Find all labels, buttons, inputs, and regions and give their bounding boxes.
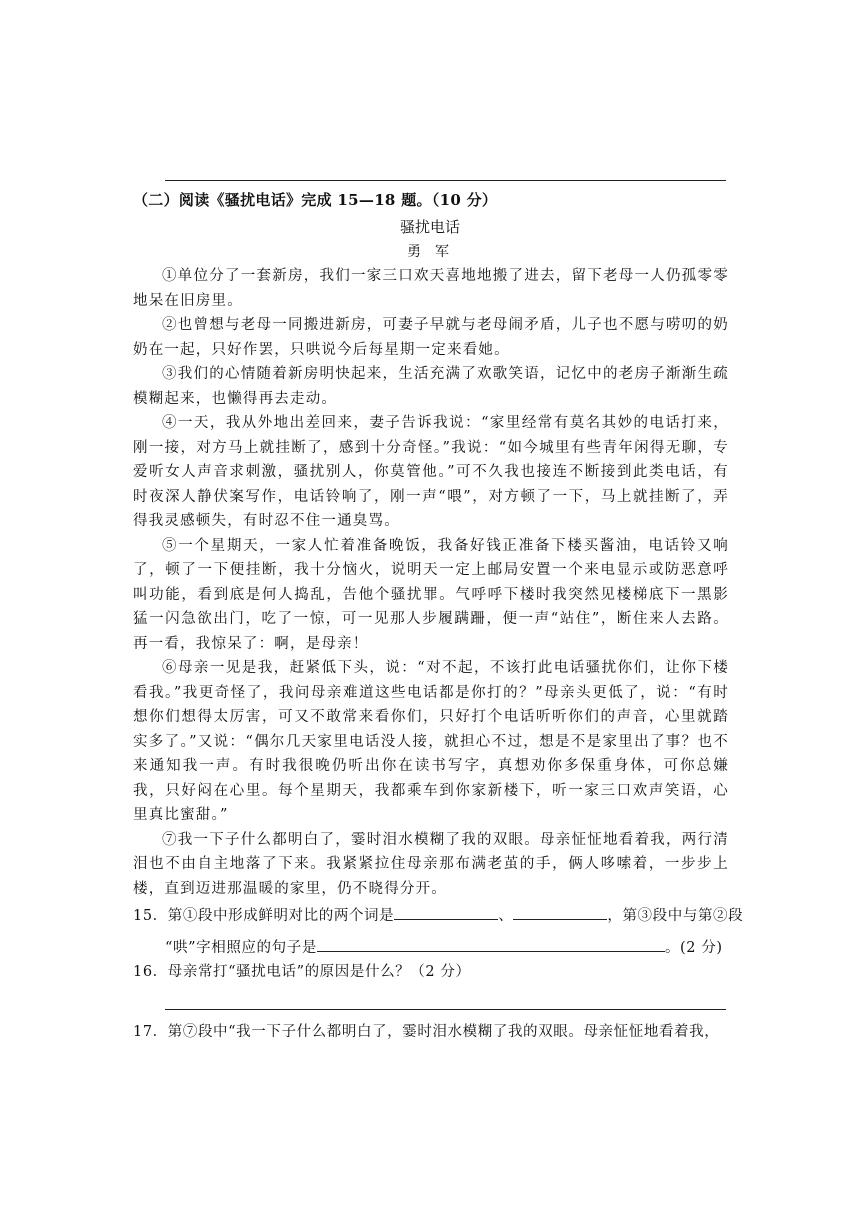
question-17: 17．第⑦段中“我一下子什么都明白了，霎时泪水模糊了我的双眼。母亲怔怔地看着我，	[133, 1024, 720, 1040]
question-16: 16．母亲常打“骚扰电话”的原因是什么？（2 分）	[133, 964, 471, 980]
paragraph-3: ③我们的心情随着新房明快起来，生活充满了欢歌笑语，记忆中的老房子渐渐生疏模糊起来，也懒得再去走动。	[133, 366, 729, 407]
paragraph-7: ⑦我一下子什么都明白了，霎时泪水模糊了我的双眼。母亲怔怔地看着我，两行清泪也不由自主地落了下来。我紧紧拉住母亲那布满老茧的手，俩人哆嗦着，一步步上楼，直到迈进那温暖的家里，仍不晓得分开。	[133, 831, 729, 897]
question-15-text-c: “哄”字相照应的句子是	[165, 940, 317, 956]
answer-blank-15b[interactable]	[513, 905, 607, 920]
questions-section	[133, 904, 743, 1044]
paragraph-6: ⑥母亲一见是我，赶紧低下头，说：“对不起，不该打此电话骚扰你们，让你下楼看我。”我更奇怪了，我问母亲难道这些电话都是你打的？”母亲头更低了，说：“有时想你们想得太厉害，可又不敢常来看你们，只好打个电话听听你们的声音，心里就踏实多了。”又说：“偶尔几天家里电话没人接，就担心不过，想是不是家里出了事？也不来通知我一声。有时我很晚仍听出你在读书写字，真想劝你多保重身体，可你总嫌我，只好闷在心里。每个星期天，我都乘车到你家新楼下，听一家三口欢声笑语，心里真比蜜甜。”	[133, 660, 729, 823]
question-15-line-1	[133, 904, 743, 928]
paragraph-2: ②也曾想与老母一同搬进新房，可妻子早就与老母闹矛盾，儿子也不愿与唠叨的奶奶在一起，只好作罢，只哄说今后每星期一定来看她。	[133, 317, 729, 358]
question-15-line-2	[133, 936, 743, 960]
article-author: 勇军	[407, 244, 463, 260]
question-15-separator: 、	[498, 908, 514, 924]
answer-blank-15c[interactable]	[317, 937, 665, 952]
article-body	[133, 264, 729, 901]
paragraph-1: ①单位分了一套新房，我们一家三口欢天喜地地搬了进去，留下老母一人仍孤零零地呆在旧房里。	[133, 268, 729, 309]
answer-line-16[interactable]	[165, 1009, 726, 1010]
question-15-score: 。(2 分)	[664, 940, 723, 956]
article-title: 骚扰电话	[399, 218, 460, 236]
paragraph-5: ⑤一个星期天，一家人忙着准备晚饭，我备好钱正准备下楼买酱油，电话铃又响了，顿了一下便挂断，我十分恼火，说明天一定上邮局安置一个来电显示或防恶意呼叫功能，看到底是何人捣乱，告他个骚扰罪。气呼呼下楼时我突然见楼梯底下一黑影猛一闪急欲出门，吃了一惊，可一见那人步履蹒跚，便一声“站住”，断住来人去路。再一看，我惊呆了：啊，是母亲！	[133, 537, 729, 652]
section-heading: （二）阅读《骚扰电话》完成 15—18 题。（10 分）	[133, 191, 498, 209]
question-15-text-a: 15．第①段中形成鲜明对比的两个词是	[133, 908, 395, 924]
paragraph-4: ④一天，我从外地出差回来，妻子告诉我说：“家里经常有莫名其妙的电话打来，刚一接，对方马上就挂断了，感到十分奇怪。”我说：“如今城里有些青年闲得无聊，专爱听女人声音求刺激，骚扰别人，你莫管他。”可不久我也接连不断接到此类电话，有时夜深人静伏案写作，电话铃响了，刚一声“喂”，对方顿了一下，马上就挂断了，弄得我灵感顿失，有时忍不住一通臭骂。	[133, 415, 729, 529]
top-divider	[165, 180, 726, 181]
question-15-text-b: ，第③段中与第②段	[607, 908, 744, 924]
answer-blank-15a[interactable]	[394, 905, 498, 920]
